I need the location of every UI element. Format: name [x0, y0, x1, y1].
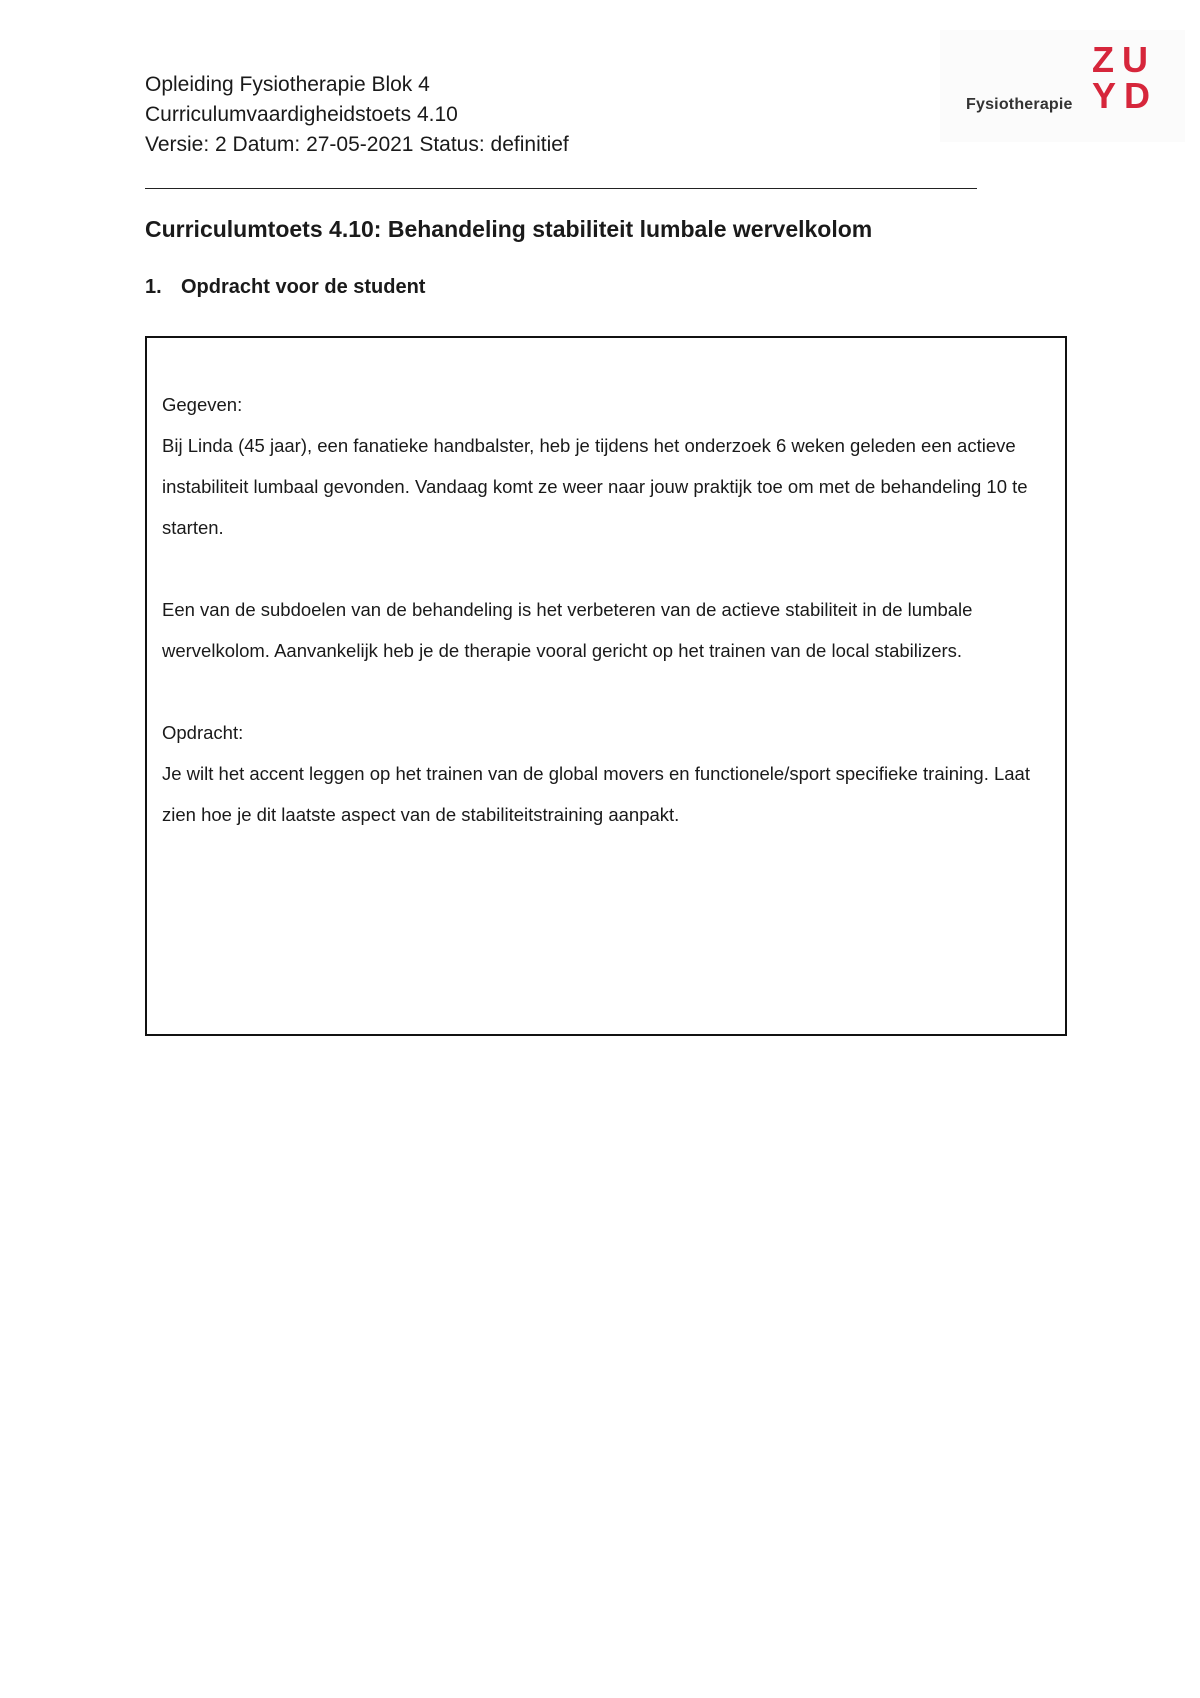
assignment-box — [145, 336, 1067, 1036]
context-text: Een van de subdoelen van de behandeling is het verbeteren van de actieve stabiliteit in de lumbale wervelkolom. Aanvankelijk heb je de therapie vooral gericht op het trainen van de local stabilizers. — [162, 599, 973, 661]
logo-wordmark — [1092, 39, 1159, 116]
logo-mark-bottom: YD — [1092, 75, 1159, 116]
header-course-line: Opleiding Fysiotherapie Blok 4 — [145, 73, 430, 96]
header-test-line: Curriculumvaardigheidstoets 4.10 — [145, 103, 458, 126]
section-title: Opdracht voor de student — [181, 276, 426, 298]
paragraph-spacer — [162, 548, 1052, 589]
page-title: Curriculumtoets 4.10: Behandeling stabiliteit lumbale wervelkolom — [145, 216, 873, 242]
logo-subtitle: Fysiotherapie — [966, 96, 1073, 113]
assignment-text: Je wilt het accent leggen op het trainen van de global movers en functionele/sport specifieke training. Laat zien hoe je dit laatste aspect van de stabiliteitstraining aanpakt. — [162, 763, 1030, 825]
header-version-line: Versie: 2 Datum: 27-05-2021 Status: definitief — [145, 133, 569, 156]
paragraph-spacer — [162, 671, 1052, 712]
assignment-label: Opdracht: — [162, 722, 244, 743]
zuyd-logo — [940, 30, 1185, 142]
given-text: Bij Linda (45 jaar), een fanatieke handbalster, heb je tijdens het onderzoek 6 weken geleden een actieve instabiliteit lumbaal gevonden. Vandaag komt ze weer naar jouw praktijk toe om met de behandeling 10 te starten. — [162, 435, 1028, 538]
logo-mark-top: ZU — [1092, 39, 1156, 80]
section-heading — [145, 276, 425, 299]
document-header — [145, 70, 569, 160]
section-number: 1. — [145, 276, 162, 298]
assignment-content — [162, 384, 1052, 835]
given-label: Gegeven: — [162, 394, 243, 415]
header-divider — [145, 188, 977, 189]
